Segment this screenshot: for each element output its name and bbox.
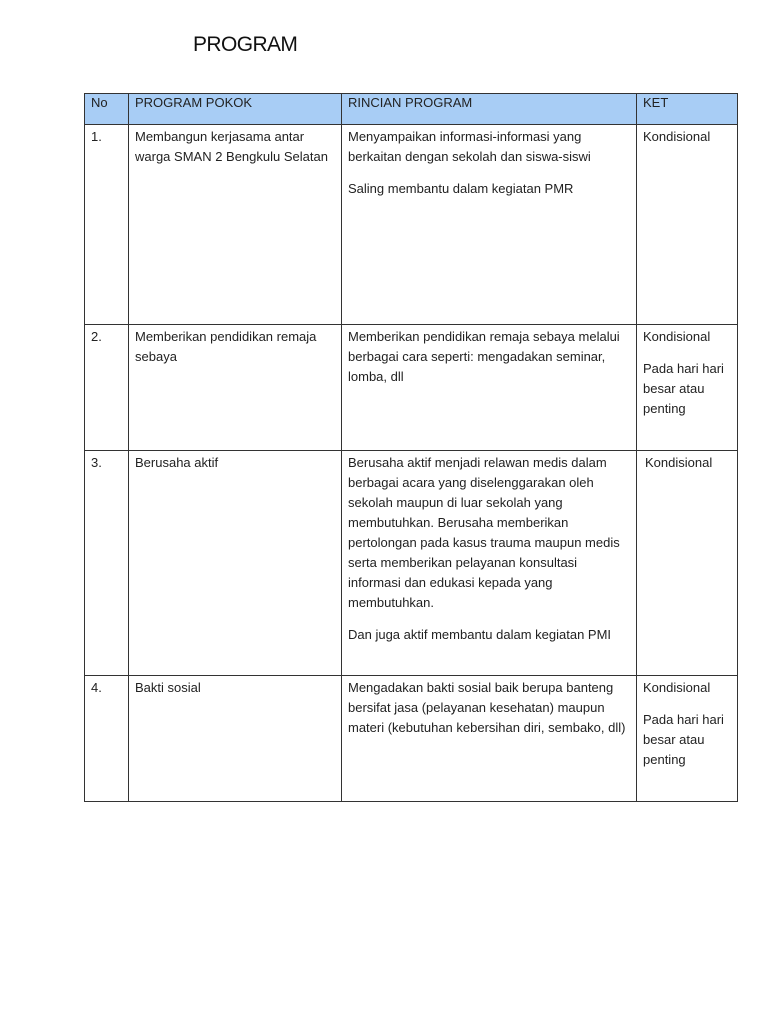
rincian-paragraph: Dan juga aktif membantu dalam kegiatan PMI <box>348 627 612 642</box>
ket-paragraph: Kondisional <box>643 129 711 144</box>
cell-no: 3. <box>85 451 129 676</box>
ket-paragraph: Kondisional <box>643 680 711 695</box>
cell-no: 2. <box>85 325 129 451</box>
cell-ket <box>637 451 738 676</box>
table-row <box>85 451 738 676</box>
cell-program-pokok: Bakti sosial <box>129 676 342 802</box>
header-no: No <box>85 94 129 125</box>
cell-rincian-program <box>342 125 637 325</box>
rincian-paragraph: Berusaha aktif menjadi relawan medis dalam berbagai acara yang diselenggarakan oleh sekolah maupun di luar sekolah yang membutuhkan. Berusaha memberikan pertolongan pada kasus trauma maupun medis serta memberikan pelayanan konsultasi informasi dan edukasi kepada yang membutuhkan. <box>348 455 620 610</box>
cell-ket <box>637 325 738 451</box>
table-header-row <box>85 94 738 125</box>
table-row <box>85 125 738 325</box>
table-row <box>85 676 738 802</box>
cell-no: 1. <box>85 125 129 325</box>
ket-paragraph: Kondisional <box>643 329 711 344</box>
cell-ket <box>637 676 738 802</box>
header-program-pokok: PROGRAM POKOK <box>129 94 342 125</box>
cell-program-pokok: Membangun kerjasama antar warga SMAN 2 Bengkulu Selatan <box>129 125 342 325</box>
cell-program-pokok: Memberikan pendidikan remaja sebaya <box>129 325 342 451</box>
rincian-paragraph: Memberikan pendidikan remaja sebaya melalui berbagai cara seperti: mengadakan seminar, lomba, dll <box>348 329 620 384</box>
rincian-paragraph: Menyampaikan informasi-informasi yang berkaitan dengan sekolah dan siswa-siswi <box>348 129 591 164</box>
ket-paragraph: Kondisional <box>645 455 713 470</box>
rincian-paragraph: Saling membantu dalam kegiatan PMR <box>348 181 574 196</box>
table-row <box>85 325 738 451</box>
program-table <box>84 93 738 802</box>
page-title: PROGRAM <box>193 33 298 56</box>
cell-program-pokok: Berusaha aktif <box>129 451 342 676</box>
header-ket: KET <box>637 94 738 125</box>
cell-ket <box>637 125 738 325</box>
cell-no: 4. <box>85 676 129 802</box>
ket-paragraph: Pada hari hari besar atau penting <box>643 712 724 767</box>
header-rincian-program: RINCIAN PROGRAM <box>342 94 637 125</box>
ket-paragraph: Pada hari hari besar atau penting <box>643 361 724 416</box>
rincian-paragraph: Mengadakan bakti sosial baik berupa banteng bersifat jasa (pelayanan kesehatan) maupun materi (kebutuhan kebersihan diri, sembako, dll) <box>348 680 626 735</box>
cell-rincian-program <box>342 451 637 676</box>
cell-rincian-program <box>342 325 637 451</box>
cell-rincian-program <box>342 676 637 802</box>
